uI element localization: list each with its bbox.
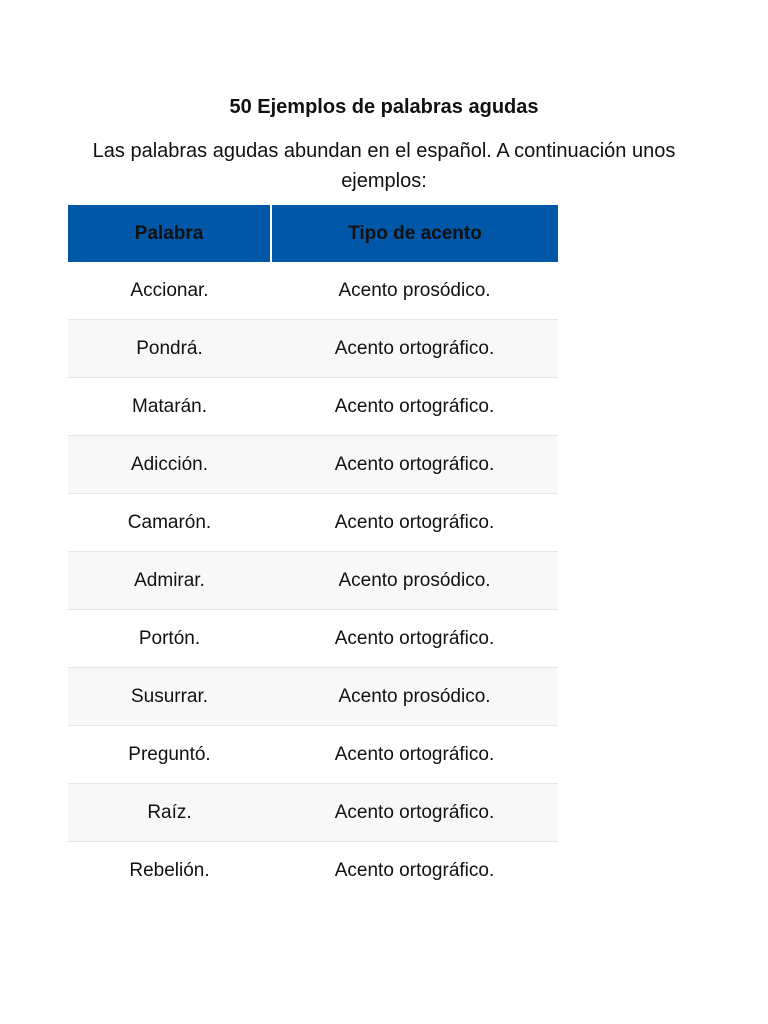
table-row <box>68 668 558 726</box>
cell-tipo-de-acento: Acento prosódico. <box>338 569 491 591</box>
document-intro: Las palabras agudas abundan en el español. A continuación unos ejemplos: <box>92 140 676 192</box>
accent-table <box>68 205 558 899</box>
header-palabra: Palabra <box>68 205 272 262</box>
cell-palabra: Accionar. <box>130 279 209 301</box>
table-row <box>68 320 558 378</box>
cell-palabra: Matarán. <box>132 395 207 417</box>
cell-tipo-de-acento: Acento ortográfico. <box>334 453 495 475</box>
table-row <box>68 726 558 784</box>
cell-tipo-de-acento: Acento prosódico. <box>338 685 491 707</box>
cell-tipo-de-acento: Acento prosódico. <box>338 279 491 301</box>
cell-tipo-de-acento: Acento ortográfico. <box>334 337 495 359</box>
table-header-row <box>68 205 558 262</box>
cell-tipo-de-acento: Acento ortográfico. <box>334 801 495 823</box>
table-row <box>68 494 558 552</box>
table-body <box>68 262 558 899</box>
table-row <box>68 842 558 899</box>
document-title: 50 Ejemplos de palabras agudas <box>229 96 539 118</box>
table-row <box>68 378 558 436</box>
cell-palabra: Rebelión. <box>129 859 210 881</box>
table-row <box>68 784 558 842</box>
cell-palabra: Camarón. <box>127 511 212 533</box>
table-row <box>68 262 558 320</box>
table-row <box>68 552 558 610</box>
table-row <box>68 610 558 668</box>
cell-palabra: Raíz. <box>147 801 192 823</box>
cell-palabra: Admirar. <box>134 569 205 591</box>
cell-tipo-de-acento: Acento ortográfico. <box>334 511 495 533</box>
cell-palabra: Adicción. <box>130 453 209 475</box>
cell-tipo-de-acento: Acento ortográfico. <box>334 395 495 417</box>
cell-palabra: Pondrá. <box>136 337 203 359</box>
table-row <box>68 436 558 494</box>
cell-palabra: Susurrar. <box>130 685 209 707</box>
cell-tipo-de-acento: Acento ortográfico. <box>334 859 495 881</box>
header-tipo-de-acento: Tipo de acento <box>348 222 482 244</box>
cell-tipo-de-acento: Acento ortográfico. <box>334 627 495 649</box>
cell-palabra: Portón. <box>138 627 201 649</box>
cell-palabra: Preguntó. <box>128 743 211 765</box>
cell-tipo-de-acento: Acento ortográfico. <box>334 743 495 765</box>
